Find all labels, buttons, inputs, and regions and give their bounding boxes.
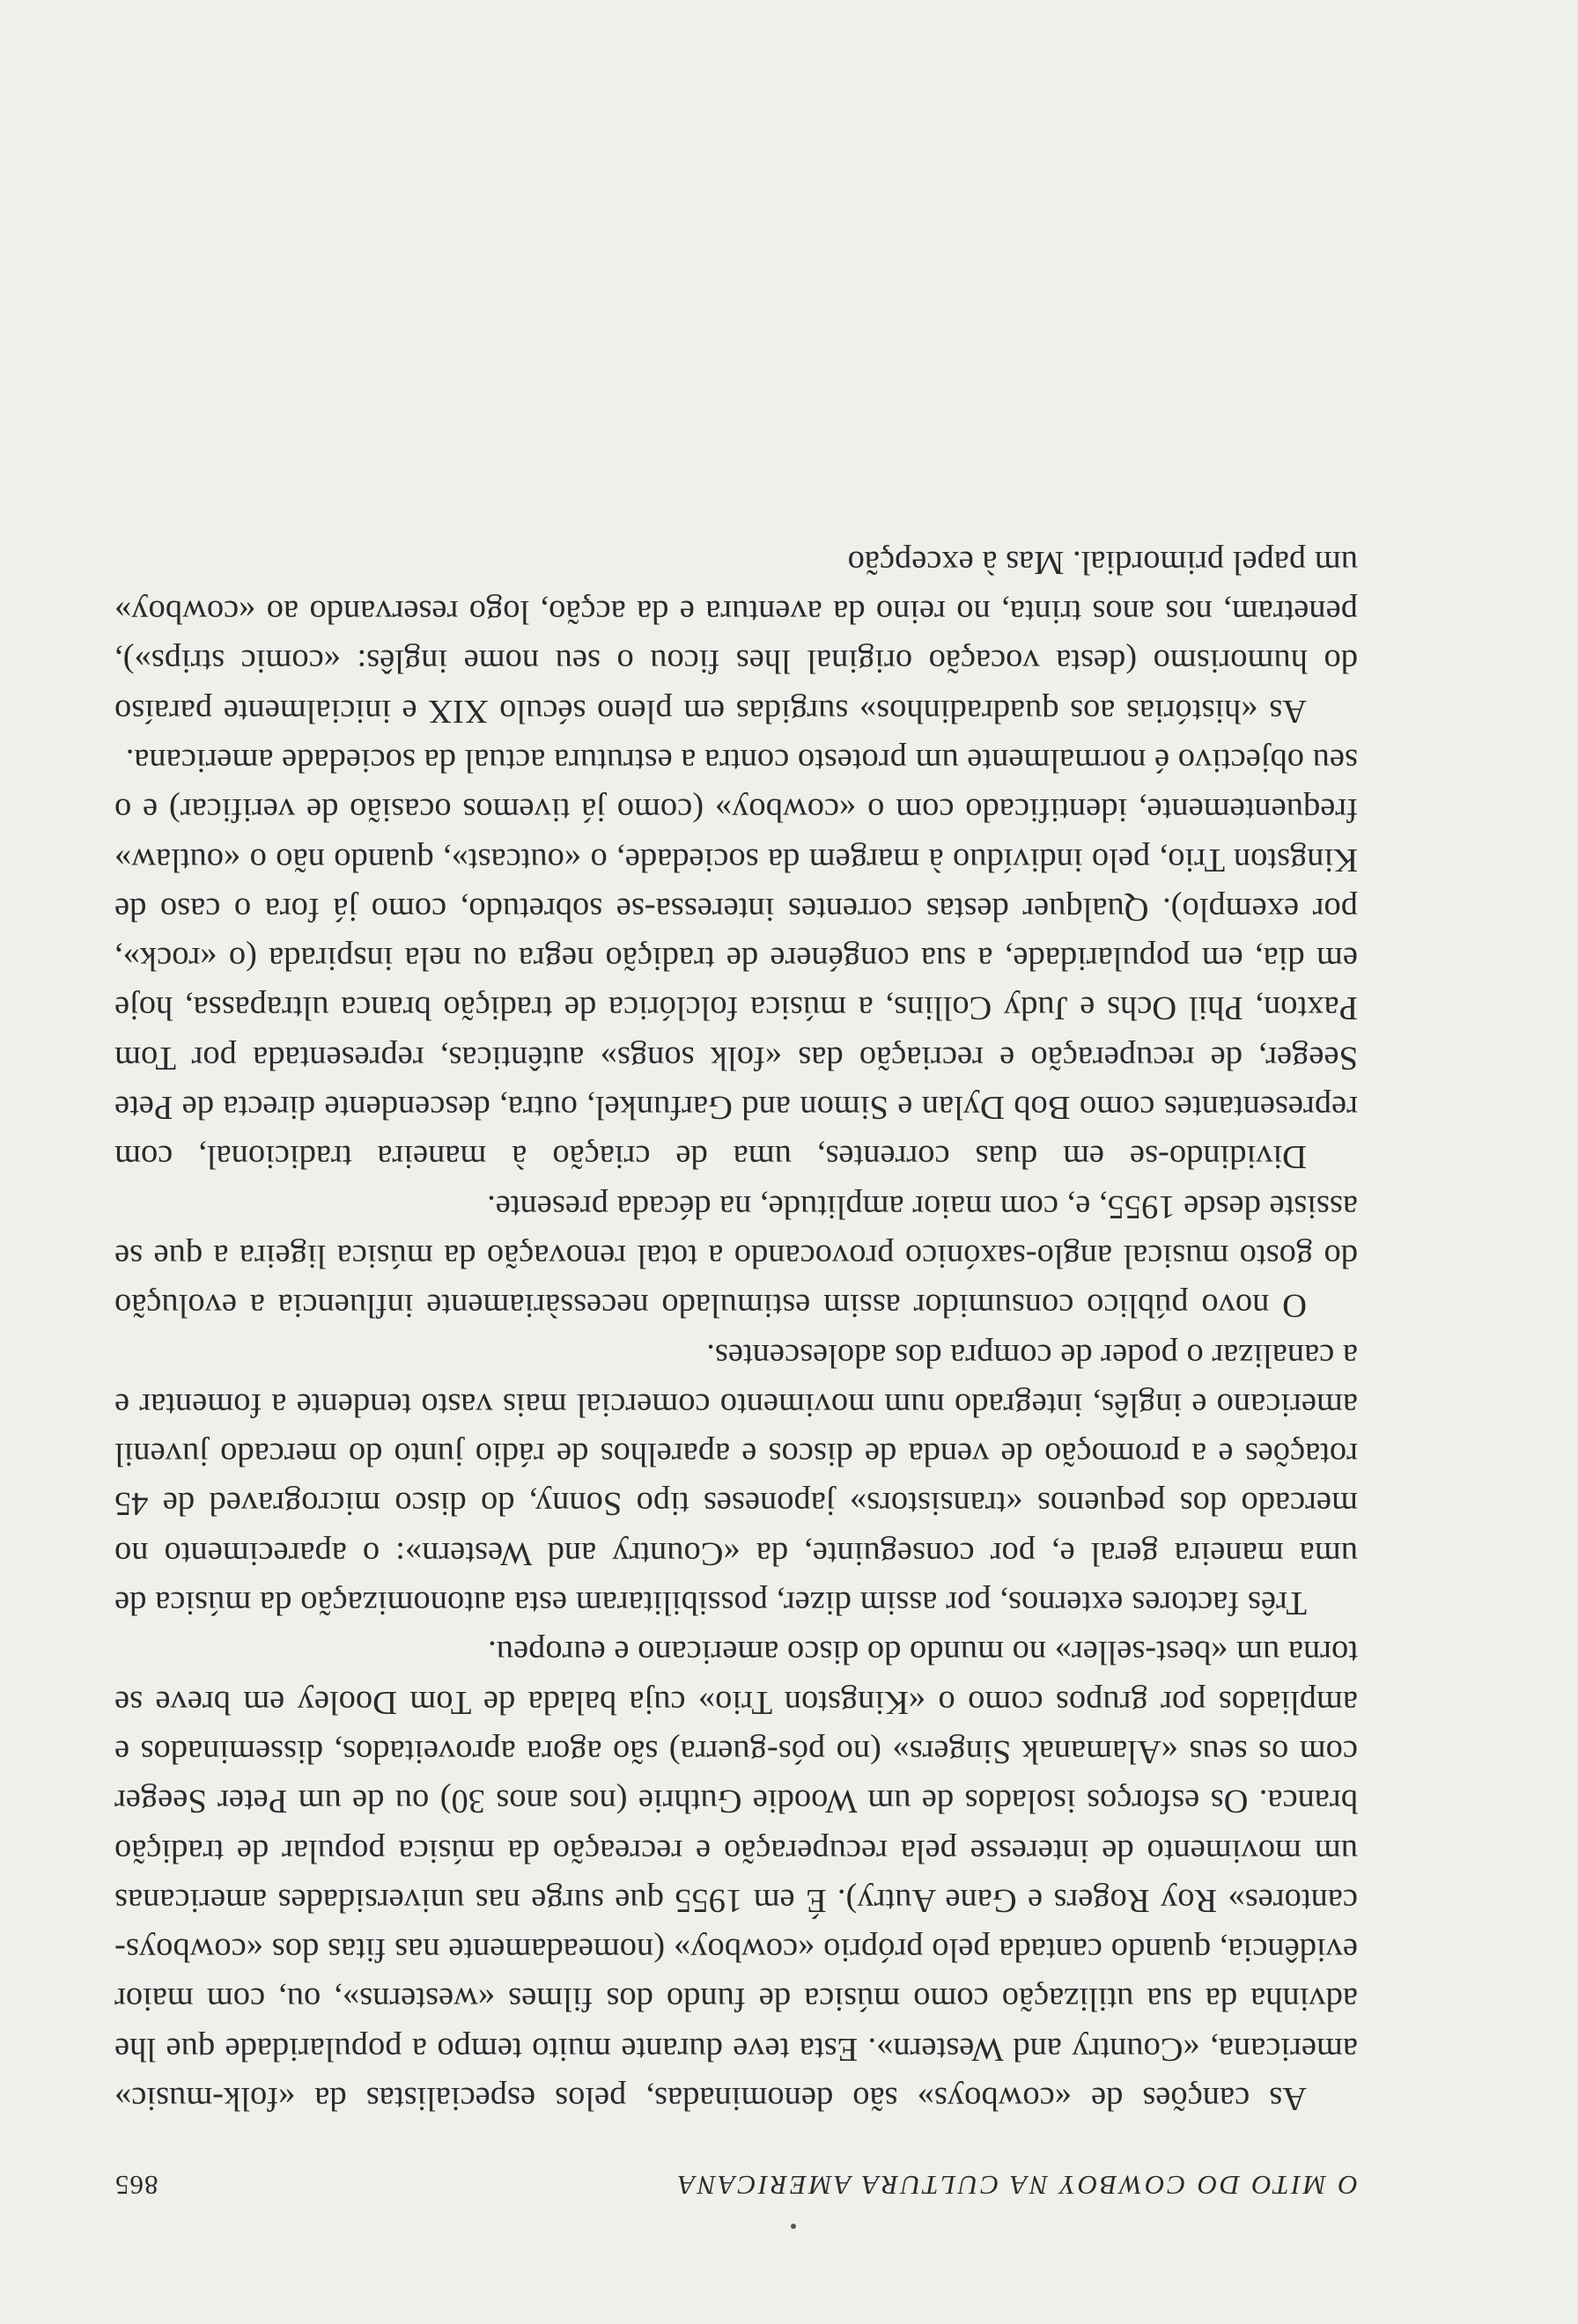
page-number: 865 — [114, 2170, 159, 2201]
paragraph-1: As canções de «cowboys» são denominadas, pelos especialistas da «folk-music» americana, «Country and Western». Esta teve durante muito tempo a popularidade que lhe advinha da sua utilização como música de fundo dos filmes «westerns», ou, com maior evidência, quando cantada pelo próprio «cowboy» (nomeadamente nas fitas dos «cowboys-cantores» Roy Rogers e Gane Autry). É em 1955 que surge nas universidades americanas um movimento de interesse pela recuperação e recreação da música popular de tradição branca. Os esforços isolados de um Woodie Guthrie (nos anos 30) ou de um Peter Seeger com os seus «Alamanak Singers» (no pós-guerra) são agora aproveitados, disseminados e ampliados por grupos como o «Kingston Trio» cuja balada de Tom Dooley em breve se torna um «best-seller» no mundo do disco americano e europeu. — [114, 1634, 1358, 2117]
paragraph-4: Dividindo-se em duas correntes, uma de criação à maneira tradicional, com representantes como Bob Dylan e Simon and Garfunkel, outra, descendente directa de Pete Seeger, de recuperação e recriação das «folk songs» autênticas, representada por Tom Paxton, Phil Ochs e Judy Collins, a música folclórica de tradição branca ultrapassa, hoje em dia, em popularidade, a sua congénere de tradição negra ou nela inspirada (o «rock», por exemplo). Qualquer destas correntes interessa-se sobretudo, como já fora o caso de Kingston Trio, pelo indivíduo à margem da sociedade, o «outcast», quando não o «outlaw» frequentemente, identificado com o «cowboy» (como já tivemos ocasião de verificar) e o seu objectivo é normalmente um protesto contra a estrutura actual da sociedade americana. — [114, 741, 1358, 1176]
running-title: O MITO DO COWBOY NA CULTURA AMERICANA — [675, 2170, 1358, 2201]
running-header — [114, 2169, 1358, 2201]
paragraph-5: As «histórias aos quadradinhos» surgidas em pleno século XIX e inicialmente paraíso do humorismo (desta vocação original lhes ficou o seu nome inglês: «comic strips»), penetram, nos anos trinta, no reino da aventura e da acção, logo reservando ao «cowboy» um papel primordial. Mas à excepção — [114, 543, 1358, 730]
print-speck — [791, 2224, 796, 2229]
paragraph-2: Três factores externos, por assim dizer, possibilitaram esta autonomização da música de uma maneira geral e, por conseguinte, da «Country and Western»: o aparecimento no mercado dos pequenos «transistors» japoneses tipo Sonny, do disco micrograved de 45 rotações e a promoção de venda de discos e aparelhos de rádio junto do mercado juvenil americano e inglês, integrado num movimento comercial mais vasto tendente a fomentar e a canalizar o poder de compra dos adolescentes. — [114, 1336, 1358, 1622]
paragraph-3: O novo público consumidor assim estimulado necessàriamente influencia a evolução do gosto musical anglo-saxónico provocando a total renovação da música ligeira a que se assiste desde 1955, e, com maior amplitude, na década presente. — [114, 1188, 1358, 1325]
page-content — [114, 538, 1358, 2202]
